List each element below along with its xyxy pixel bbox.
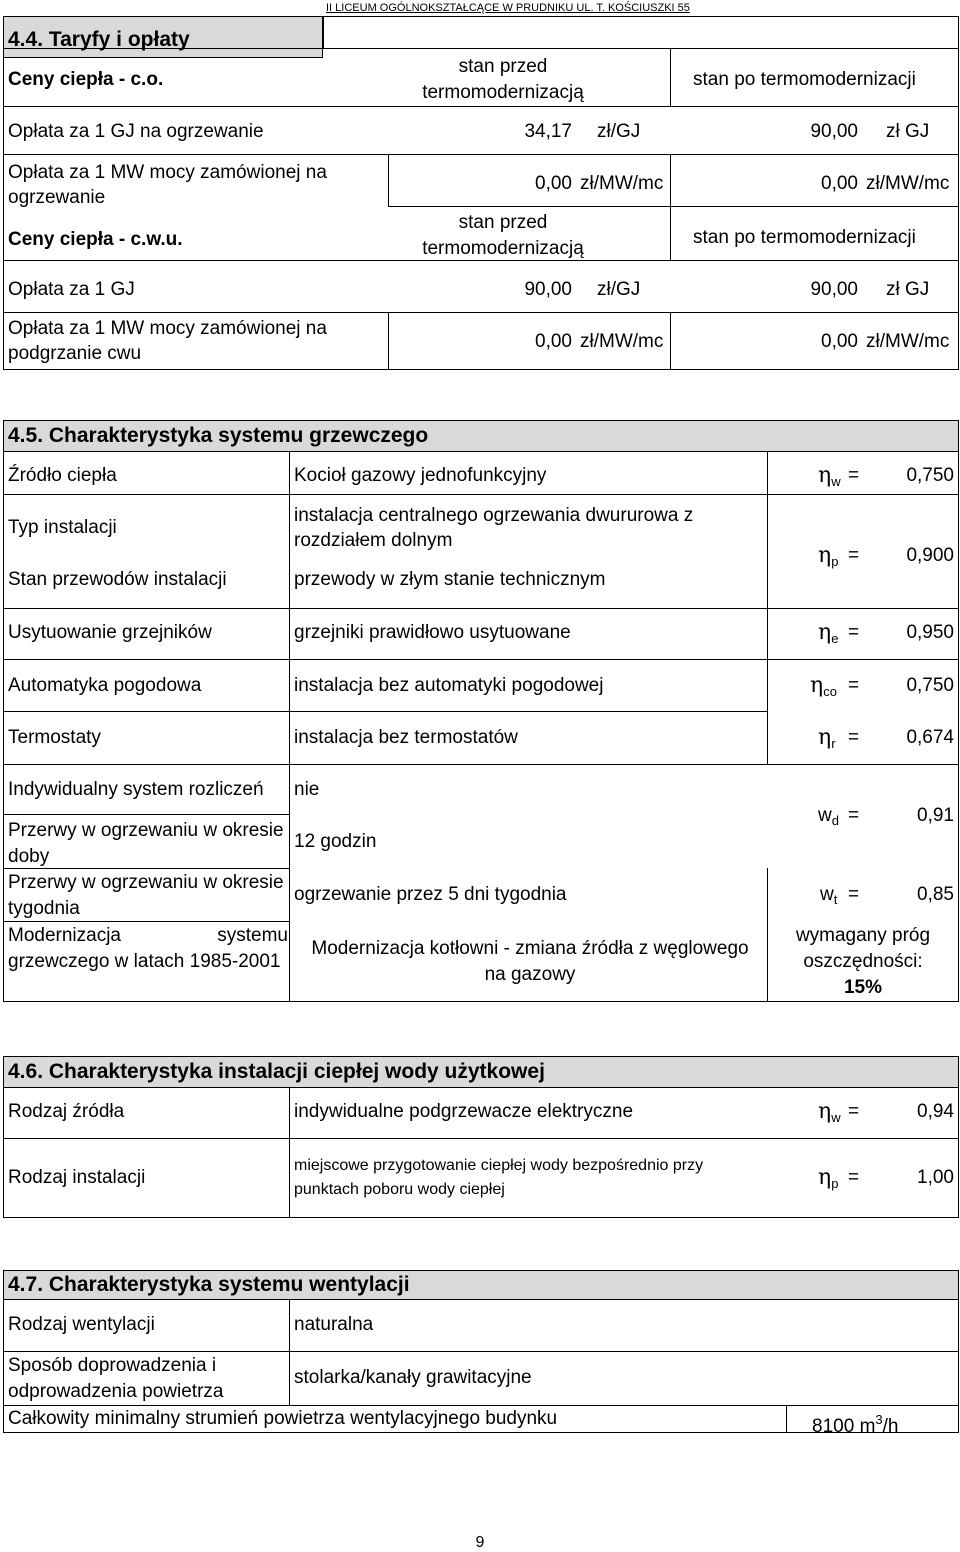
eta-symbol: $\eta_{co}$ (810, 673, 837, 699)
co-row2-after: 0,00 (821, 173, 858, 194)
przerwy-doba-label: Przerwy w ogrzewaniu w okresie doby (8, 820, 284, 867)
sposob-label: Sposób doprowadzenia i odprowadzenia powietrza (8, 1355, 224, 1402)
co-row2-after-unit: zł/MW/mc (866, 173, 950, 194)
usyt-coef: 0,950 (906, 622, 954, 643)
co-row1-before: 34,17 (524, 121, 572, 142)
cwu-row1-after-unit: zł GJ (886, 279, 930, 300)
co-row1-label: Opłata za 1 GJ na ogrzewanie (8, 121, 264, 142)
co-row2-before: 0,00 (535, 173, 572, 194)
school-header: II LICEUM OGÓLNOKSZTAŁCĄCE W PRUDNIKU UL. T. KOŚCIUSZKI 55 (326, 2, 690, 14)
term-value: instalacja bez termostatów (294, 727, 518, 748)
przerwy-tydz-label: Przerwy w ogrzewaniu w okresie tygodnia (8, 872, 284, 919)
section-title: 4.6. Charakterystyka instalacji ciepłej wody użytkowej (8, 1060, 545, 1083)
eta-symbol: $\eta_p$ (818, 1165, 839, 1191)
prog-value: 15% (843, 977, 883, 998)
eta-symbol: $\eta_r$ (818, 725, 836, 751)
typ-value: instalacja centralnego ogrzewania dwururowa z rozdziałem dolnym (294, 505, 694, 551)
eta-symbol: $\eta_p$ (818, 543, 839, 569)
zrodlo-value: Kocioł gazowy jednofunkcyjny (294, 465, 547, 486)
wt-symbol: $w_t$ (820, 884, 838, 907)
eq: = (848, 465, 860, 486)
eq: = (848, 675, 860, 696)
eta-symbol: $\eta_w$ (818, 1099, 841, 1125)
section-title: 4.4. Taryfy i opłaty (8, 28, 190, 51)
eq: = (848, 727, 860, 748)
usyt-value: grzejniki prawidłowo usytuowane (294, 622, 571, 643)
rodzaj-zrodla-label: Rodzaj źródła (8, 1101, 125, 1122)
co-row2-before-unit: zł/MW/mc (580, 173, 664, 194)
co-col-after: stan po termomodernizacji (693, 69, 916, 90)
przerwy-doba-value: 12 godzin (294, 831, 377, 852)
prog-label: wymagany próg oszczędności: (795, 925, 931, 972)
cwu-row2-before-unit: zł/MW/mc (580, 331, 664, 352)
stan-coef: 0,900 (906, 545, 954, 566)
rodzaj-went-label: Rodzaj wentylacji (8, 1314, 155, 1335)
przerwy-tydz-coef: 0,85 (917, 884, 954, 905)
zrodlo-coef: 0,750 (906, 465, 954, 486)
cwu-row2-label: Opłata za 1 MW mocy zamówionej na podgrzanie cwu (8, 318, 327, 364)
strumien-value: 8100 $m^3/h$ (812, 1412, 899, 1437)
moder-value: Modernizacja kotłowni - zmiana źródła z węglowego na gazowy (311, 938, 749, 985)
co-row1-after: 90,00 (810, 121, 858, 142)
cwu-row1-label: Opłata za 1 GJ (8, 279, 135, 300)
stan-value: przewody w złym stanie technicznym (294, 569, 606, 590)
eq: = (848, 622, 860, 643)
wd-symbol: $w_d$ (818, 805, 839, 828)
indyw-value: nie (294, 779, 320, 800)
section-title: 4.7. Charakterystyka systemu wentylacji (8, 1273, 410, 1296)
eq: = (848, 805, 860, 826)
rodzaj-inst-coef: 1,00 (917, 1167, 954, 1188)
auto-label: Automatyka pogodowa (8, 675, 202, 696)
moder-label: Modernizacja systemu grzewczego w latach 1985-2001 (8, 925, 288, 972)
eta-symbol: $\eta_w$ (818, 463, 841, 489)
cwu-row1-after: 90,00 (810, 279, 858, 300)
cwu-row1-before-unit: zł/GJ (597, 279, 641, 300)
co-row1-before-unit: zł/GJ (597, 121, 641, 142)
sposob-value: stolarka/kanały grawitacyjne (294, 1367, 532, 1388)
co-label: Ceny ciepła - c.o. (8, 69, 164, 90)
cwu-row2-after-unit: zł/MW/mc (866, 331, 950, 352)
cwu-row2-before: 0,00 (535, 331, 572, 352)
co-col-before: stan przed termomodernizacją (422, 56, 584, 103)
rodzaj-zrodla-value: indywidualne podgrzewacze elektryczne (294, 1101, 634, 1122)
eta-symbol: $\eta_e$ (818, 620, 839, 646)
eq: = (848, 1167, 860, 1188)
co-row1-after-unit: zł GJ (886, 121, 930, 142)
eq: = (848, 1101, 860, 1122)
section-title: 4.5. Charakterystyka systemu grzewczego (8, 424, 429, 447)
eq: = (848, 545, 860, 566)
indyw-label: Indywidualny system rozliczeń (8, 779, 264, 800)
przerwy-doba-coef: 0,91 (917, 805, 954, 826)
rodzaj-inst-value: miejscowe przygotowanie ciepłej wody bezpośrednio przy punktach poboru wody ciepłej (294, 1157, 704, 1198)
rodzaj-zrodla-coef: 0,94 (917, 1101, 954, 1122)
przerwy-tydz-value: ogrzewanie przez 5 dni tygodnia (294, 884, 567, 905)
typ-label: Typ instalacji (8, 517, 117, 538)
cwu-label: Ceny ciepła - c.w.u. (8, 229, 183, 250)
auto-value: instalacja bez automatyki pogodowej (294, 675, 604, 696)
co-row2-label: Opłata za 1 MW mocy zamówionej na ogrzewanie (8, 162, 327, 208)
usyt-label: Usytuowanie grzejników (8, 622, 212, 643)
zrodlo-label: Źródło ciepła (8, 465, 117, 486)
stan-label: Stan przewodów instalacji (8, 569, 227, 590)
cwu-row2-after: 0,00 (821, 331, 858, 352)
term-coef: 0,674 (906, 727, 954, 748)
page-number: 9 (475, 1534, 485, 1551)
eq: = (848, 884, 860, 905)
cwu-row1-before: 90,00 (524, 279, 572, 300)
auto-coef: 0,750 (906, 675, 954, 696)
rodzaj-went-value: naturalna (294, 1314, 374, 1335)
strumien-label: Całkowity minimalny strumień powietrza wentylacyjnego budynku (8, 1408, 558, 1429)
rodzaj-inst-label: Rodzaj instalacji (8, 1167, 146, 1188)
term-label: Termostaty (8, 727, 101, 748)
cwu-col-after: stan po termomodernizacji (693, 227, 916, 248)
cwu-col-before: stan przed termomodernizacją (422, 212, 584, 259)
